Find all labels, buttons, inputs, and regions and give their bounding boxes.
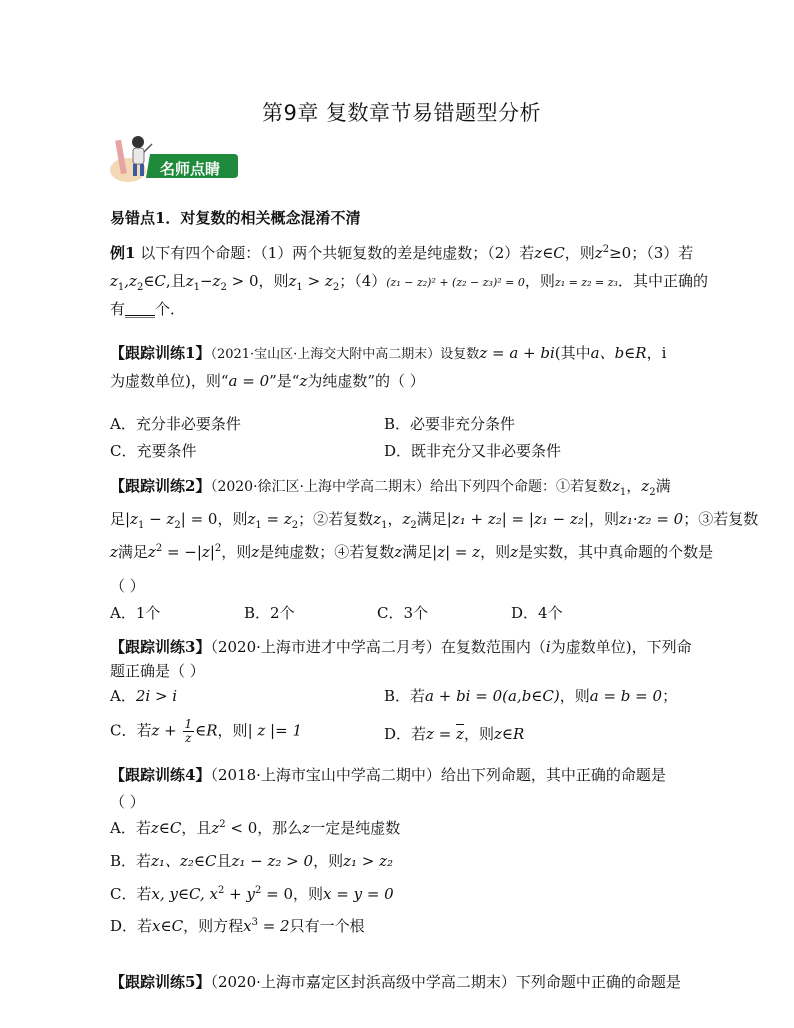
t3-option-d: D．若z = z，则z∈R [384,725,525,743]
badge-label: 名师点睛 [160,160,221,178]
t2-option-a: A．1个 [110,604,161,622]
t3-line2: 题正确是（ ） [110,662,205,680]
page-title: 第9章 复数章节易错题型分析 [262,101,542,125]
t2-option-b: B．2个 [244,604,295,622]
t3-option-c: C．若z + $\frac{1}{z}$ ∈R，则| z |= 1 [110,717,302,745]
t4-option-a: A．若z∈C，且$z^2 < 0$，那么z一定是纯虚数 [110,819,401,837]
t5-line1: 【跟踪训练5】（2020·上海市嘉定区封浜高级中学高二期末）下列命题中正确的命题是 [110,973,681,991]
t3-option-b: B．若a + bi = 0(a,b∈C)，则a = b = 0； [384,687,678,705]
teacher-tips-badge [106,130,238,186]
t2-line2: 足$|z_1 - z_2| = 0$，则$z_1 = z_2$；②若复数$z_1$，$z_2$满足|z₁ + z₂| = |z₁ − z₂|，则z₁·z₂ = 0；③若复数 [110,510,759,531]
t3-option-a: A．2i > i [110,687,178,705]
t2-option-c: C．3个 [377,604,429,622]
ex1-line2: $z_1,z_2\in C$,且$z_1-z_2 > 0$，则$z_1 > z_2$；（4）(z₁ − z₂)² + (z₂ − z₃)² = 0，则z₁ = z₂ = z₃．其中正确的 [110,272,708,293]
t2-line1: 【跟踪训练2】（2020·徐汇区·上海中学高二期末）给出下列四个命题：①若复数$z_1$，$z_2$满 [110,477,671,498]
conjugate-z: z [456,725,464,743]
t3-line1: 【跟踪训练3】（2020·上海市进才中学高二月考）在复数范围内（i为虚数单位)，下列命 [110,638,692,656]
t2-option-d: D．4个 [511,604,563,622]
t2-line3: z满足$z^2 = -|z|^2$，则z是纯虚数；④若复数z满足|z| = z，则z是实数，其中真命题的个数是 [110,543,714,561]
t4-answer-paren: （ ） [110,793,145,811]
t4-line1: 【跟踪训练4】（2018·上海市宝山中学高二期中）给出下列命题，其中正确的命题是 [110,766,666,784]
ex1-line1: 例1 以下有四个命题：（1）两个共轭复数的差是纯虚数；（2）若z∈C，则$z^2\ge 0$；（3）若 [110,244,694,262]
t1-option-b: B．必要非充分条件 [384,415,516,433]
t4-option-c: C．若x, y∈C, $x^2 + y^2 = 0$，则x = y = 0 [110,885,394,903]
t1-line2: 为虚数单位)，则“a = 0”是“z为纯虚数”的（ ） [110,372,425,390]
t1-option-d: D．既非充分又非必要条件 [384,442,562,460]
t4-option-b: B．若z₁、z₂∈C且z₁ − z₂ > 0，则z₁ > z₂ [110,852,394,870]
t2-answer-paren: （ ） [110,577,145,595]
t4-option-d: D．若x∈C，则方程$x^3 = 2$只有一个根 [110,917,365,935]
t1-line1: 【跟踪训练1】（2021·宝山区·上海交大附中高二期末）设复数z = a + bi(其中a、b∈R，i [110,344,667,362]
t1-option-c: C．充要条件 [110,442,197,460]
fraction-one-over-z: $\frac{1}{z}$ [184,717,193,745]
section-heading: 易错点1．对复数的相关概念混淆不清 [110,209,361,227]
t1-option-a: A．充分非必要条件 [110,415,241,433]
ex1-line3: 有____个． [110,300,186,318]
